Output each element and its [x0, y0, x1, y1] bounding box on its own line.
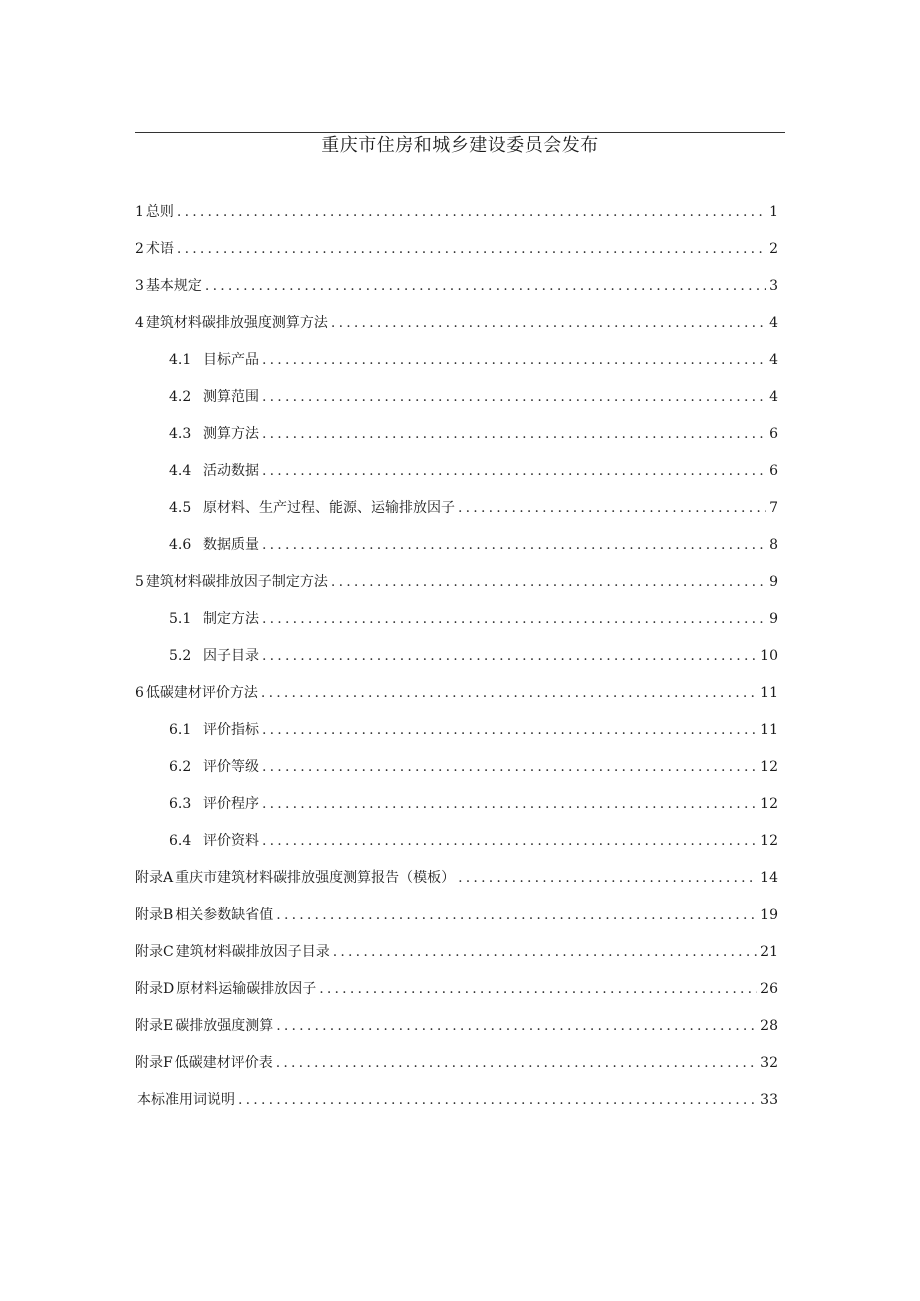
toc-entry[interactable]	[135, 792, 778, 816]
toc-entry[interactable]	[135, 977, 778, 1001]
toc-entry-number: 4	[135, 315, 144, 331]
toc-entry-number: 5.2	[169, 648, 192, 664]
toc-dot-leader	[262, 755, 757, 779]
header-rule	[135, 132, 785, 133]
toc-entry[interactable]	[135, 459, 778, 483]
toc-entry-number: 附录F	[135, 1055, 173, 1071]
toc-entry-number: 附录E	[135, 1018, 174, 1034]
toc-entry-title: 基本规定	[145, 278, 202, 294]
toc-entry-number: 4.3	[169, 426, 192, 442]
toc-dot-leader	[262, 792, 757, 816]
toc-dot-leader	[262, 607, 766, 631]
toc-entry-number: 附录D	[135, 981, 175, 997]
publisher-line: 重庆市住房和城乡建设委员会发布	[321, 135, 599, 156]
toc-dot-leader	[262, 829, 757, 853]
toc-dot-leader	[177, 200, 766, 224]
toc-entry-page: 9	[769, 574, 778, 590]
toc-entry[interactable]	[135, 644, 778, 668]
toc-entry-page: 10	[760, 648, 778, 664]
toc-entry-title: 建筑材料碳排放因子目录	[175, 944, 330, 960]
toc-dot-leader	[262, 385, 766, 409]
toc-dot-leader	[262, 459, 766, 483]
toc-dot-leader	[276, 1051, 757, 1075]
toc-entry-number: 1	[135, 204, 144, 220]
toc-entry-page: 28	[760, 1018, 778, 1034]
toc-dot-leader	[262, 718, 757, 742]
toc-entry[interactable]	[135, 940, 778, 964]
toc-entry-title: 建筑材料碳排放强度测算方法	[145, 315, 328, 331]
toc-entry-number: 5	[135, 574, 144, 590]
toc-entry[interactable]	[135, 200, 778, 224]
toc-entry[interactable]	[135, 718, 778, 742]
toc-entry[interactable]	[135, 1014, 778, 1038]
toc-entry[interactable]	[135, 681, 778, 705]
toc-entry[interactable]	[135, 829, 778, 853]
toc-entry-number: 5.1	[169, 611, 192, 627]
toc-entry[interactable]	[135, 570, 778, 594]
toc-entry-page: 6	[769, 463, 778, 479]
toc-entry-page: 33	[760, 1092, 778, 1108]
toc-entry-title: 评价资料	[203, 833, 259, 849]
toc-entry[interactable]	[135, 385, 778, 409]
toc-dot-leader	[238, 1088, 757, 1112]
toc-entry-page: 3	[769, 278, 778, 294]
toc-entry-number: 2	[135, 241, 144, 257]
toc-entry-number: 4.5	[169, 500, 192, 516]
toc-dot-leader	[262, 533, 766, 557]
toc-entry-title: 原材料、生产过程、能源、运输排放因子	[203, 500, 455, 516]
toc-entry-title: 建筑材料碳排放因子制定方法	[145, 574, 328, 590]
toc-dot-leader	[458, 496, 766, 520]
toc-entry-page: 12	[760, 796, 778, 812]
toc-entry-number: 4.4	[169, 463, 192, 479]
toc-dot-leader	[262, 644, 757, 668]
toc-entry-title: 数据质量	[203, 537, 259, 553]
toc-entry-number: 附录A	[135, 870, 174, 886]
toc-entry-title: 碳排放强度测算	[175, 1018, 274, 1034]
toc-entry-page: 4	[769, 389, 778, 405]
toc-entry-page: 1	[769, 204, 778, 220]
toc-entry[interactable]	[135, 533, 778, 557]
toc-entry[interactable]	[135, 496, 778, 520]
toc-entry-title: 本标准用词说明	[137, 1092, 235, 1108]
toc-entry-page: 11	[760, 685, 778, 701]
toc-entry-page: 26	[760, 981, 778, 997]
toc-entry-title: 低碳建材评价表	[174, 1055, 273, 1071]
toc-entry[interactable]	[135, 903, 778, 927]
toc-entry-page: 19	[760, 907, 778, 923]
toc-dot-leader	[276, 903, 757, 927]
toc-entry-title: 原材料运输碳排放因子	[176, 981, 317, 997]
toc-entry-title: 评价程序	[203, 796, 259, 812]
toc-entry-title: 测算范围	[203, 389, 259, 405]
toc-entry-title: 相关参数缺省值	[175, 907, 274, 923]
toc-entry-number: 4.2	[169, 389, 192, 405]
toc-entry-number: 6.1	[169, 722, 192, 738]
toc-entry-number: 6.2	[169, 759, 192, 775]
toc-entry-number: 4.6	[169, 537, 192, 553]
toc-entry[interactable]	[135, 422, 778, 446]
toc-entry-page: 4	[769, 315, 778, 331]
toc-dot-leader	[319, 977, 757, 1001]
toc-dot-leader	[262, 348, 766, 372]
toc-dot-leader	[177, 237, 766, 261]
toc-entry-title: 总则	[145, 204, 174, 220]
toc-entry[interactable]	[135, 755, 778, 779]
toc-entry-page: 12	[760, 833, 778, 849]
toc-entry-number: 附录B	[135, 907, 174, 923]
toc-entry-page: 4	[769, 352, 778, 368]
toc-entry[interactable]	[135, 1088, 778, 1112]
toc-entry-page: 14	[760, 870, 778, 886]
toc-entry-title: 制定方法	[203, 611, 259, 627]
toc-entry-page: 7	[769, 500, 778, 516]
toc-dot-leader	[331, 570, 766, 594]
toc-entry-number: 6.3	[169, 796, 192, 812]
toc-dot-leader	[262, 422, 766, 446]
toc-entry-page: 8	[769, 537, 778, 553]
toc-entry-title: 目标产品	[203, 352, 259, 368]
toc-entry[interactable]	[135, 866, 778, 890]
toc-entry-title: 活动数据	[203, 463, 259, 479]
toc-entry-title: 术语	[145, 241, 174, 257]
toc-entry[interactable]	[135, 237, 778, 261]
toc-entry-title: 因子目录	[203, 648, 259, 664]
toc-entry-number: 6	[135, 685, 144, 701]
toc-dot-leader	[205, 274, 766, 298]
toc-entry-page: 2	[769, 241, 778, 257]
toc-entry-page: 9	[769, 611, 778, 627]
toc-dot-leader	[261, 681, 757, 705]
toc-entry-title: 低碳建材评价方法	[145, 685, 258, 701]
toc-dot-leader	[331, 311, 766, 335]
toc-entry-title: 测算方法	[203, 426, 259, 442]
toc-entry-page: 32	[760, 1055, 778, 1071]
toc-entry[interactable]	[135, 348, 778, 372]
toc-dot-leader	[276, 1014, 757, 1038]
toc-entry-number: 6.4	[169, 833, 192, 849]
toc-entry-title: 评价等级	[203, 759, 259, 775]
toc-entry[interactable]	[135, 274, 778, 298]
toc-entry-title: 评价指标	[203, 722, 259, 738]
toc-entry-page: 21	[760, 944, 778, 960]
toc-dot-leader	[333, 940, 757, 964]
toc-entry-page: 12	[760, 759, 778, 775]
toc-entry[interactable]	[135, 311, 778, 335]
toc-entry[interactable]	[135, 1051, 778, 1075]
toc-dot-leader	[458, 866, 757, 890]
toc-entry-page: 11	[760, 722, 778, 738]
toc-entry[interactable]	[135, 607, 778, 631]
toc-entry-number: 3	[135, 278, 144, 294]
toc-entry-title: 重庆市建筑材料碳排放强度测算报告（模板）	[175, 870, 456, 886]
toc-entry-page: 6	[769, 426, 778, 442]
toc-entry-number: 附录C	[135, 944, 174, 960]
toc-entry-number: 4.1	[169, 352, 192, 368]
